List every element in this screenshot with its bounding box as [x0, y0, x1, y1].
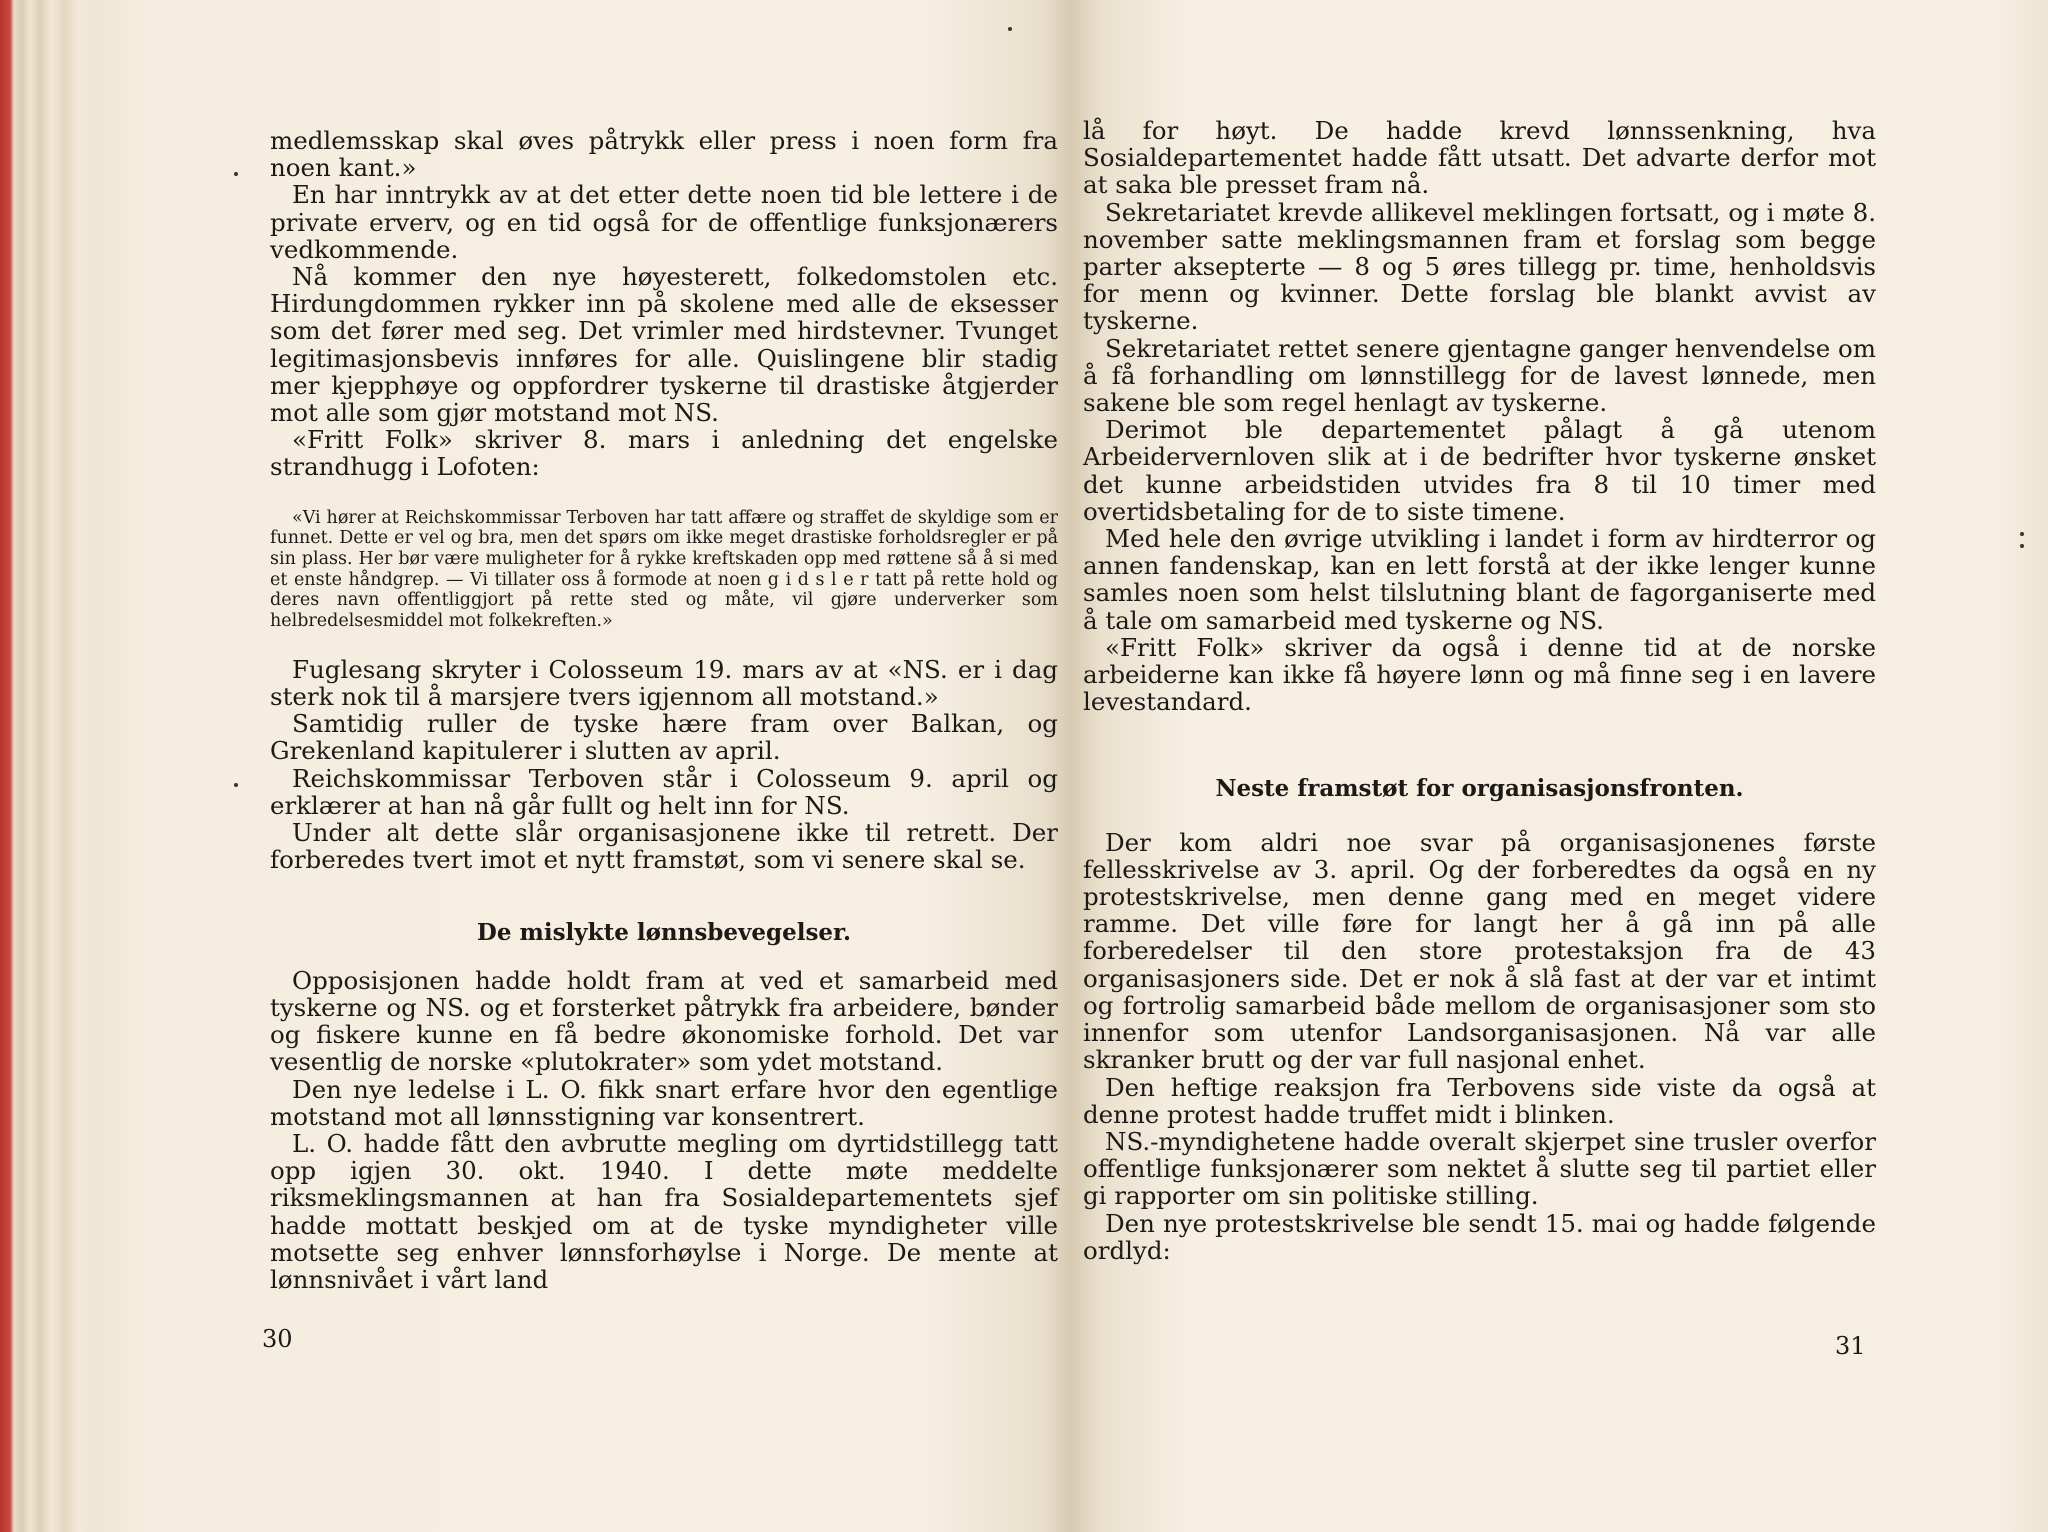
paragraph: Samtidig ruller de tyske hære fram over Balkan, og Grekenland kapitulerer i slutten av april.: [270, 709, 1058, 766]
block-quote: «Vi hører at Reichskommissar Terboven har tatt affære og straffet de skyldige som er funnet. Dette er vel og bra, men det spørs om ikke meget drastiske forholdsregler er på sin plass. Her bør være muligheter for å rykke kreftskaden opp med røttene så å si med et enste håndgrep. — Vi tillater oss å formode at noen g i d s l e r tatt på rette hold og deres navn offentliggjort på rette sted og måte, vil gjøre underverker som helbredelsesmiddel mot folkekreften.»: [270, 507, 1058, 632]
paragraph: Nå kommer den nye høyesterett, folkedomstolen etc. Hirdungdommen rykker inn på skolene med alle de eksesser som det fører med seg. Det vrimler med hirdstevner. Tvunget legitimasjonsbevis innføres for alle. Quislingene blir stadig mer kjepphøye og oppfordrer tyskerne til drastiske åtgjerder mot alle som gjør motstand mot NS.: [270, 262, 1058, 428]
paragraph: Med hele den øvrige utvikling i landet i form av hirdterror og annen fandenskap, kan en lett forstå at der ikke lenger kunne samles noen som helst tilslutning blant de fagorganiserte med å tale om samarbeid med tyskerne og NS.: [1083, 524, 1876, 635]
paragraph: Fuglesang skryter i Colosseum 19. mars av at «NS. er i dag sterk nok til å marsjere tvers igjennom all motstand.»: [270, 654, 1058, 712]
stray-mark: [2020, 532, 2024, 536]
stray-mark: [1008, 27, 1012, 31]
paragraph-group: [270, 656, 1058, 874]
paragraph: Den nye ledelse i L. O. fikk snart erfare hvor den egentlige motstand mot all lønnsstigning var konsentrert.: [270, 1074, 1058, 1131]
stray-mark: [234, 172, 238, 176]
paragraph: L. O. hadde fått den avbrutte megling om dyrtidstillegg tatt opp igjen 30. okt. 1940. I dette møte meddelte riksmeklingsmannen at han fra Sosialdepartementets sjef hadde mottatt beskjed om at de tyske myndigheter ville motsette seg enhver lønnsforhøylse i Norge. De mente at lønnsnivået i vårt land: [270, 1128, 1058, 1294]
paragraph: Den heftige reaksjon fra Terbovens side viste da også at denne protest hadde truffet midt i blinken.: [1083, 1072, 1876, 1129]
paragraph: Sekretariatet rettet senere gjentagne ganger henvendelse om å få forhandling om lønnstillegg for de lavest lønnede, men sakene ble som regel henlagt av tyskerne.: [1083, 333, 1876, 418]
paragraph-group: [1083, 829, 1876, 1264]
page-number: 31: [1835, 1332, 1866, 1360]
stray-mark: [234, 783, 238, 787]
section-heading: De mislykte lønnsbevegelser.: [476, 919, 852, 947]
paragraph-group: [270, 967, 1058, 1293]
paragraph: «Fritt Folk» skriver da også i denne tid at de norske arbeiderne kan ikke få høyere lønn og må finne seg i en lavere levestandard.: [1083, 632, 1876, 717]
paragraph: «Fritt Folk» skriver 8. mars i anledning det engelske strandhugg i Lofoten:: [270, 425, 1058, 482]
page-edge-stack: [0, 0, 95, 1532]
paragraph: Under alt dette slår organisasjonene ikke til retrett. Der forberedes tvert imot et nytt framstøt, som vi senere skal se.: [270, 818, 1058, 875]
section-heading: Neste framstøt for organisasjonsfronten.: [1215, 775, 1744, 803]
paragraph: Der kom aldri noe svar på organisasjonenes første fellesskrivelse av 3. april. Og der forberedtes da også en ny protestskrivelse, men denne gang med en meget videre ramme. Det ville føre for langt her å gå inn på alle forberedelser til den store protestaksjon fra de 43 organisasjoners side. Det er nok å slå fast at der var et intimt og fortrolig samarbeid både mellom de organisasjoner som sto innenfor som utenfor Landsorganisasjonen. Nå var alle skranker brutt og der var full nasjonal enhet.: [1083, 827, 1876, 1075]
paragraph: En har inntrykk av at det etter dette noen tid ble lettere i de private erverv, og en tid også for de offentlige funksjonærers vedkommende.: [270, 180, 1058, 264]
paragraph: Sekretariatet krevde allikevel meklingen fortsatt, og i møte 8. november satte meklingsmannen fram et forslag som begge parter aksepterte — 8 og 5 øres tillegg pr. time, henholdsvis for menn og kvinner. Dette forslag ble blankt avvist av tyskerne.: [1083, 197, 1876, 336]
paragraph-group: [270, 127, 1058, 481]
paragraph: medlemsskap skal øves påtrykk eller press i noen form fra noen kant.»: [270, 126, 1058, 183]
left-page-text: [270, 127, 1058, 1293]
stray-mark: [2020, 544, 2024, 548]
paragraph: Opposisjonen hadde holdt fram at ved et samarbeid med tyskerne og NS. og et forsterket påtrykk fra arbeidere, bønder og fiskere kunne en få bedre økonomiske forhold. Det var vesentlig de norske «plutokrater» som ydet motstand.: [270, 965, 1058, 1077]
page-number: 30: [262, 1325, 293, 1353]
paragraph: Den nye protestskrivelse ble sendt 15. mai og hadde følgende ordlyd:: [1083, 1208, 1876, 1265]
right-page-text: [1083, 117, 1876, 1264]
paragraph: Derimot ble departementet pålagt å gå utenom Arbeidervernloven slik at i de bedrifter hvor tyskerne ønsket det kunne arbeidstiden utvides fra 8 til 10 timer med overtidsbetaling for de to siste timene.: [1083, 415, 1876, 526]
paragraph-group: [1083, 117, 1876, 715]
paragraph: NS.-myndighetene hadde overalt skjerpet sine trusler overfor offentlige funksjonærer som nektet å slutte seg til partiet eller gi rapporter om sin politiske stilling.: [1083, 1126, 1876, 1211]
paragraph: Reichskommissar Terboven står i Colosseum 9. april og erklærer at han nå går fullt og helt inn for NS.: [270, 763, 1058, 820]
paragraph: lå for høyt. De hadde krevd lønnssenkning, hva Sosialdepartementet hadde fått utsatt. Det advarte derfor mot at saka ble presset fram nå.: [1083, 116, 1876, 200]
